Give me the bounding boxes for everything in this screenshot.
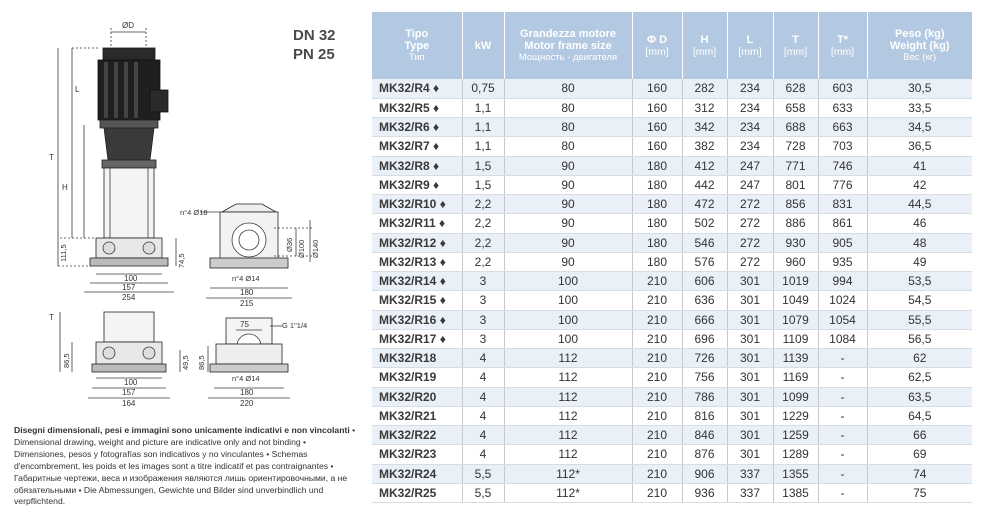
table-cell: 112	[504, 426, 632, 445]
column-header-line: Tipo	[405, 27, 429, 40]
column-header-line: Type	[404, 39, 430, 52]
table-cell: 69	[867, 445, 972, 464]
column-header-line: T	[792, 33, 799, 46]
table-cell: 905	[818, 233, 867, 252]
table-cell: 2,2	[462, 252, 504, 271]
table-cell: 5,5	[462, 483, 504, 502]
table-cell: 112	[504, 349, 632, 368]
table-cell: -	[818, 368, 867, 387]
table-cell: 3	[462, 329, 504, 348]
dim-86-5-b: 86,5	[197, 355, 206, 370]
table-cell: 247	[727, 156, 773, 175]
table-cell: 1169	[773, 368, 818, 387]
table-cell: 100	[504, 310, 632, 329]
table-cell: 636	[682, 291, 727, 310]
table-cell: 861	[818, 214, 867, 233]
table-cell: 688	[773, 118, 818, 137]
table-cell: 628	[773, 79, 818, 98]
table-row	[372, 387, 972, 406]
model-cell: MK32/R21	[372, 406, 462, 425]
dim-157-a: 157	[122, 283, 136, 292]
table-cell: -	[818, 483, 867, 502]
table-cell: 301	[727, 368, 773, 387]
model-cell: MK32/R4 ♦	[372, 79, 462, 98]
table-cell: 210	[632, 426, 682, 445]
table-cell: -	[818, 406, 867, 425]
table-row	[372, 406, 972, 425]
table-cell: 90	[504, 175, 632, 194]
table-cell: 1259	[773, 426, 818, 445]
table-cell: 160	[632, 79, 682, 98]
table-cell: 0,75	[462, 79, 504, 98]
table-cell: 90	[504, 195, 632, 214]
model-cell: MK32/R25	[372, 483, 462, 502]
table-cell: 160	[632, 118, 682, 137]
table-header-row	[372, 12, 972, 79]
table-cell: 994	[818, 272, 867, 291]
table-cell: 62,5	[867, 368, 972, 387]
table-cell: 180	[632, 252, 682, 271]
table-row	[372, 368, 972, 387]
dim-phi-140: Ø140	[311, 239, 320, 258]
table-cell: 1024	[818, 291, 867, 310]
table-cell: 234	[727, 137, 773, 156]
table-cell: 301	[727, 310, 773, 329]
column-header-line: [mm]	[645, 45, 669, 58]
pump-front-view	[58, 28, 176, 292]
column-header	[867, 12, 972, 79]
table-cell: 180	[632, 175, 682, 194]
table-cell: 48	[867, 233, 972, 252]
table-row	[372, 233, 972, 252]
table-row	[372, 156, 972, 175]
label-holes-14-a: n°4 Ø14	[232, 274, 260, 283]
table-cell: 936	[682, 483, 727, 502]
table-cell: 64,5	[867, 406, 972, 425]
dim-215: 215	[240, 299, 254, 308]
column-header	[372, 12, 462, 79]
column-header-line: [mm]	[830, 45, 855, 58]
table-cell: 44,5	[867, 195, 972, 214]
table-cell: 1049	[773, 291, 818, 310]
table-cell: 90	[504, 156, 632, 175]
table-row	[372, 118, 972, 137]
table-cell: 80	[504, 79, 632, 98]
table-cell: 4	[462, 445, 504, 464]
table-cell: 3	[462, 310, 504, 329]
table-cell: 160	[632, 137, 682, 156]
model-cell: MK32/R12 ♦	[372, 233, 462, 252]
table-row	[372, 291, 972, 310]
table-cell: 786	[682, 387, 727, 406]
table-cell: 112	[504, 445, 632, 464]
table-cell: 33,5	[867, 98, 972, 117]
table-cell: 816	[682, 406, 727, 425]
table-cell: 2,2	[462, 214, 504, 233]
column-header	[504, 12, 632, 79]
table-cell: 301	[727, 291, 773, 310]
table-cell: 100	[504, 272, 632, 291]
table-cell: 1,5	[462, 156, 504, 175]
label-g-thread: G 1"1/4	[282, 321, 308, 330]
table-cell: 776	[818, 175, 867, 194]
table-cell: 1229	[773, 406, 818, 425]
table-cell: 210	[632, 445, 682, 464]
table-row	[372, 310, 972, 329]
table-cell: 90	[504, 214, 632, 233]
model-cell: MK32/R13 ♦	[372, 252, 462, 271]
dim-74-5: 74,5	[177, 253, 186, 268]
model-cell: MK32/R11 ♦	[372, 214, 462, 233]
dim-220: 220	[240, 399, 254, 408]
table-cell: 112	[504, 368, 632, 387]
table-cell: 247	[727, 175, 773, 194]
dim-180-a: 180	[240, 288, 254, 297]
table-cell: 3	[462, 272, 504, 291]
dim-75: 75	[240, 320, 249, 329]
table-cell: 272	[727, 252, 773, 271]
table-row	[372, 426, 972, 445]
column-header-line: Вес (кг)	[903, 51, 937, 63]
table-cell: 746	[818, 156, 867, 175]
table-cell: 666	[682, 310, 727, 329]
table-cell: 846	[682, 426, 727, 445]
table-cell: 1109	[773, 329, 818, 348]
base-side-view	[208, 318, 290, 398]
dim-h: H	[62, 183, 68, 192]
table-cell: 472	[682, 195, 727, 214]
table-cell: 337	[727, 464, 773, 483]
table-row	[372, 445, 972, 464]
model-cell: MK32/R22	[372, 426, 462, 445]
table-cell: 63,5	[867, 387, 972, 406]
pn-value: PN 25	[293, 46, 335, 63]
table-cell: 1,1	[462, 98, 504, 117]
table-cell: 180	[632, 214, 682, 233]
table-cell: 272	[727, 214, 773, 233]
table-cell: 100	[504, 329, 632, 348]
table-cell: 210	[632, 349, 682, 368]
table-row	[372, 98, 972, 117]
table-cell: 234	[727, 118, 773, 137]
table-row	[372, 214, 972, 233]
table-cell: 1385	[773, 483, 818, 502]
table-cell: 1,1	[462, 118, 504, 137]
model-cell: MK32/R19	[372, 368, 462, 387]
table-cell: 301	[727, 426, 773, 445]
column-header-line: Φ D	[646, 33, 668, 46]
table-cell: 210	[632, 387, 682, 406]
table-cell: 801	[773, 175, 818, 194]
disclaimer-text	[14, 425, 359, 508]
model-cell: MK32/R10 ♦	[372, 195, 462, 214]
table-cell: 210	[632, 329, 682, 348]
table-cell: 576	[682, 252, 727, 271]
table-cell: 112*	[504, 464, 632, 483]
table-cell: 34,5	[867, 118, 972, 137]
table-cell: 312	[682, 98, 727, 117]
table-cell: 42	[867, 175, 972, 194]
table-cell: 210	[632, 291, 682, 310]
table-cell: -	[818, 464, 867, 483]
table-cell: 301	[727, 387, 773, 406]
table-cell: 282	[682, 79, 727, 98]
table-cell: 160	[632, 98, 682, 117]
table-cell: 2,2	[462, 195, 504, 214]
table-cell: 1289	[773, 445, 818, 464]
table-cell: 80	[504, 137, 632, 156]
table-cell: 62	[867, 349, 972, 368]
table-cell: 54,5	[867, 291, 972, 310]
table-cell: 180	[632, 233, 682, 252]
dim-phi-100: Ø100	[297, 239, 306, 258]
table-cell: 272	[727, 233, 773, 252]
table-cell: 1054	[818, 310, 867, 329]
dim-254: 254	[122, 293, 136, 302]
model-cell: MK32/R5 ♦	[372, 98, 462, 117]
table-body	[372, 79, 972, 503]
model-cell: MK32/R16 ♦	[372, 310, 462, 329]
column-header-line: Weight (kg)	[889, 39, 950, 52]
table-cell: 30,5	[867, 79, 972, 98]
table-cell: -	[818, 445, 867, 464]
dim-86-5-a: 86,5	[62, 353, 71, 368]
table-cell: 210	[632, 368, 682, 387]
spec-table-container	[372, 12, 972, 503]
column-header	[462, 12, 504, 79]
table-cell: 728	[773, 137, 818, 156]
table-row	[372, 483, 972, 502]
table-cell: 337	[727, 483, 773, 502]
table-cell: 112*	[504, 483, 632, 502]
table-row	[372, 195, 972, 214]
table-row	[372, 137, 972, 156]
table-cell: 1099	[773, 387, 818, 406]
model-cell: MK32/R8 ♦	[372, 156, 462, 175]
table-cell: 4	[462, 368, 504, 387]
table-cell: 4	[462, 349, 504, 368]
column-header-line: Мощность - двигателя	[518, 51, 618, 63]
table-cell: 56,5	[867, 329, 972, 348]
dim-t: T	[49, 153, 54, 162]
table-cell: 234	[727, 79, 773, 98]
disclaimer-rest: • Dimensional drawing, weight and picture are indicative only and not binding • Dimensiones, pesos y fotografías son indicativos y no vinculantes • Schemas d'encombrement, les poids et les images sont a titre indicatif et pas contraignantes • Габаритные чертежи, веса и изображения являются лишь ориентировочными, а не обязательными • Die Abmessungen, Gewichte und Bilder sind unverbindlich und verpflichtend.	[14, 425, 356, 507]
table-cell: 756	[682, 368, 727, 387]
dim-180-b: 180	[240, 388, 254, 397]
column-header-line: Grandezza motore	[520, 27, 616, 40]
label-holes-14-b: n°4 Ø14	[232, 374, 260, 383]
table-cell: 53,5	[867, 272, 972, 291]
column-header	[818, 12, 867, 79]
table-cell: 90	[504, 233, 632, 252]
table-row	[372, 79, 972, 98]
table-cell: 210	[632, 464, 682, 483]
table-cell: 876	[682, 445, 727, 464]
model-cell: MK32/R20	[372, 387, 462, 406]
table-cell: 1,5	[462, 175, 504, 194]
table-cell: 856	[773, 195, 818, 214]
table-cell: 74	[867, 464, 972, 483]
table-cell: 36,5	[867, 137, 972, 156]
table-cell: 80	[504, 118, 632, 137]
table-cell: 210	[632, 310, 682, 329]
table-cell: 1084	[818, 329, 867, 348]
table-cell: 603	[818, 79, 867, 98]
table-cell: 382	[682, 137, 727, 156]
table-cell: 90	[504, 252, 632, 271]
table-row	[372, 464, 972, 483]
column-header-line: H	[700, 33, 709, 46]
model-cell: MK32/R6 ♦	[372, 118, 462, 137]
dim-phi-36: Ø36	[285, 237, 294, 252]
dim-100-c: 100	[124, 378, 138, 387]
model-cell: MK32/R15 ♦	[372, 291, 462, 310]
model-cell: MK32/R18	[372, 349, 462, 368]
table-cell: 180	[632, 156, 682, 175]
column-header-line: Motor frame size	[524, 39, 612, 52]
dim-164: 164	[122, 399, 136, 408]
table-cell: 301	[727, 445, 773, 464]
disclaimer-bold: Disegni dimensionali, pesi e immagini sono unicamente indicativi e non vincolanti	[14, 425, 350, 435]
dn-pn-label	[293, 26, 336, 64]
table-cell: 1139	[773, 349, 818, 368]
table-cell: 502	[682, 214, 727, 233]
table-row	[372, 252, 972, 271]
table-cell: 301	[727, 272, 773, 291]
table-cell: 4	[462, 406, 504, 425]
label-holes-18: n°4 Ø18	[180, 208, 208, 217]
table-cell: 112	[504, 406, 632, 425]
table-cell: 49	[867, 252, 972, 271]
table-cell: 886	[773, 214, 818, 233]
table-cell: -	[818, 387, 867, 406]
dim-100-a: 100	[124, 274, 138, 283]
table-cell: 100	[504, 291, 632, 310]
table-cell: 726	[682, 349, 727, 368]
table-row	[372, 175, 972, 194]
pump-side-view	[200, 204, 312, 298]
table-cell: 272	[727, 195, 773, 214]
table-cell: 663	[818, 118, 867, 137]
model-cell: MK32/R9 ♦	[372, 175, 462, 194]
table-cell: 301	[727, 349, 773, 368]
table-cell: 606	[682, 272, 727, 291]
table-cell: 1,1	[462, 137, 504, 156]
column-header-line: [mm]	[738, 45, 762, 58]
table-cell: 342	[682, 118, 727, 137]
table-cell: 442	[682, 175, 727, 194]
table-cell: 66	[867, 426, 972, 445]
column-header-line: kW	[474, 39, 492, 52]
model-cell: MK32/R14 ♦	[372, 272, 462, 291]
table-cell: 5,5	[462, 464, 504, 483]
table-cell: 1079	[773, 310, 818, 329]
dim-l: L	[75, 85, 80, 94]
table-cell: 301	[727, 406, 773, 425]
dn-value: DN 32	[293, 27, 336, 44]
base-front-view	[60, 312, 180, 398]
dim-111-5: 111,5	[59, 244, 68, 262]
table-cell: 75	[867, 483, 972, 502]
dim-157-b: 157	[122, 388, 136, 397]
model-cell: MK32/R24	[372, 464, 462, 483]
table-cell: 41	[867, 156, 972, 175]
table-cell: -	[818, 349, 867, 368]
table-cell: 930	[773, 233, 818, 252]
table-cell: 771	[773, 156, 818, 175]
table-cell: 1355	[773, 464, 818, 483]
table-cell: 935	[818, 252, 867, 271]
table-cell: 658	[773, 98, 818, 117]
drawing-panel	[0, 0, 368, 512]
table-cell: 703	[818, 137, 867, 156]
table-cell: 4	[462, 426, 504, 445]
table-cell: 412	[682, 156, 727, 175]
table-cell: 546	[682, 233, 727, 252]
column-header-line: [mm]	[783, 45, 808, 58]
model-cell: MK32/R23	[372, 445, 462, 464]
table-cell: 180	[632, 195, 682, 214]
spec-table	[372, 12, 972, 503]
column-header-line: L	[746, 33, 754, 46]
column-header-line: T*	[837, 33, 848, 46]
table-cell: 4	[462, 387, 504, 406]
column-header-line: Тип	[408, 51, 425, 63]
model-cell: MK32/R17 ♦	[372, 329, 462, 348]
column-header	[682, 12, 727, 79]
table-cell: 210	[632, 272, 682, 291]
table-row	[372, 272, 972, 291]
model-cell: MK32/R7 ♦	[372, 137, 462, 156]
table-cell: 112	[504, 387, 632, 406]
dim-49-5: 49,5	[181, 355, 190, 370]
table-row	[372, 349, 972, 368]
table-cell: 906	[682, 464, 727, 483]
table-row	[372, 329, 972, 348]
table-cell: 960	[773, 252, 818, 271]
table-cell: 633	[818, 98, 867, 117]
table-cell: 210	[632, 406, 682, 425]
table-cell: 55,5	[867, 310, 972, 329]
table-cell: 234	[727, 98, 773, 117]
column-header-line: Peso (kg)	[894, 27, 945, 40]
table-cell: 831	[818, 195, 867, 214]
table-cell: 696	[682, 329, 727, 348]
table-cell: 1019	[773, 272, 818, 291]
table-cell: 80	[504, 98, 632, 117]
dim-phi-d: ØD	[122, 21, 134, 30]
column-header-line: [mm]	[692, 45, 717, 58]
column-header	[773, 12, 818, 79]
table-cell: 210	[632, 483, 682, 502]
table-cell: -	[818, 426, 867, 445]
column-header	[727, 12, 773, 79]
dim-t-2: T	[49, 313, 54, 322]
table-cell: 3	[462, 291, 504, 310]
table-cell: 2,2	[462, 233, 504, 252]
table-cell: 301	[727, 329, 773, 348]
table-cell: 46	[867, 214, 972, 233]
column-header	[632, 12, 682, 79]
